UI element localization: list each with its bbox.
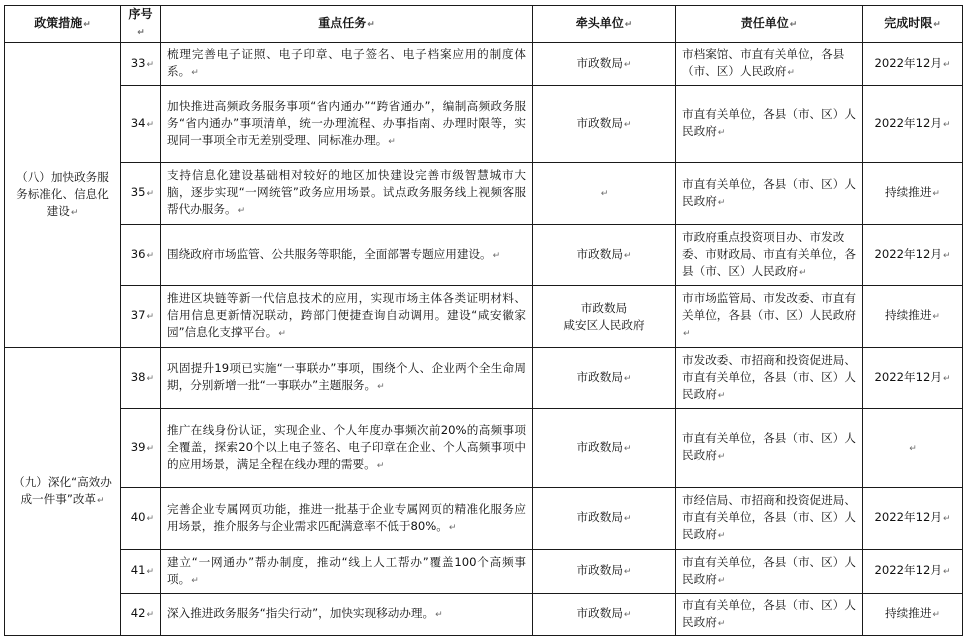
task-cell: 加快推进高频政务服务事项“省内通办”“跨省通办”，编制高频政务服务“省内通办”事项清单，统一办理流程、办事指南、办理时限等，实现同一事项全市无差别受理、同标准办理。↵	[161, 86, 533, 163]
deadline-cell: 2022年12月↵	[863, 348, 963, 409]
header-measure: 政策措施↵	[5, 6, 121, 43]
row-number: 39↵	[121, 409, 161, 488]
lead-unit-cell: 市政数局↵	[533, 594, 676, 636]
row-number: 40↵	[121, 488, 161, 550]
task-cell: 围绕政府市场监管、公共服务等职能，全面部署专题应用建设。↵	[161, 225, 533, 286]
table-row	[5, 550, 963, 594]
measure-cell: （九）深化“高效办成一件事”改革↵	[5, 348, 121, 636]
header-num: 序号↵	[121, 6, 161, 43]
row-number: 34↵	[121, 86, 161, 163]
lead-unit-cell: 市政数局↵	[533, 348, 676, 409]
row-number: 36↵	[121, 225, 161, 286]
responsible-unit-cell: 市直有关单位，各县（市、区）人民政府↵	[676, 86, 863, 163]
table-row	[5, 86, 963, 163]
responsible-unit-cell: 市直有关单位，各县（市、区）人民政府↵	[676, 163, 863, 225]
header-task: 重点任务↵	[161, 6, 533, 43]
deadline-cell: 持续推进↵	[863, 163, 963, 225]
row-number: 35↵	[121, 163, 161, 225]
lead-unit-cell: 市政数局↵	[533, 409, 676, 488]
deadline-cell: 持续推进↵	[863, 594, 963, 636]
deadline-cell: 持续推进↵	[863, 286, 963, 348]
task-cell: 深入推进政务服务“指尖行动”，加快实现移动办理。↵	[161, 594, 533, 636]
table-row	[5, 286, 963, 348]
deadline-cell: 2022年12月↵	[863, 225, 963, 286]
header-time: 完成时限↵	[863, 6, 963, 43]
responsible-unit-cell: 市直有关单位，各县（市、区）人民政府↵	[676, 594, 863, 636]
task-cell: 完善企业专属网页功能，推进一批基于企业专属网页的精准化服务应用场景，推介服务与企业需求匹配满意率不低于80%。↵	[161, 488, 533, 550]
header-row	[5, 6, 963, 43]
row-number: 42↵	[121, 594, 161, 636]
row-number: 41↵	[121, 550, 161, 594]
lead-unit-cell: 市政数局↵	[533, 86, 676, 163]
responsible-unit-cell: 市政府重点投资项目办、市发改委、市财政局、市直有关单位，各县（市、区）人民政府↵	[676, 225, 863, 286]
responsible-unit-cell: 市直有关单位，各县（市、区）人民政府↵	[676, 550, 863, 594]
task-cell: 建立“一网通办”帮办制度，推动“线上人工帮办”覆盖100个高频事项。↵	[161, 550, 533, 594]
row-number: 33↵	[121, 43, 161, 86]
task-cell: 推广在线身份认证，实现企业、个人年度办事频次前20%的高频事项全覆盖，探索20个以上电子签名、电子印章在企业、个人高频事项中的应用场景，满足全程在线办理的需要。↵	[161, 409, 533, 488]
deadline-cell: 2022年12月↵	[863, 86, 963, 163]
responsible-unit-cell: 市发改委、市招商和投资促进局、市直有关单位，各县（市、区）人民政府↵	[676, 348, 863, 409]
table-row	[5, 409, 963, 488]
deadline-cell: ↵	[863, 409, 963, 488]
lead-unit-cell: 市政数局↵	[533, 225, 676, 286]
deadline-cell: 2022年12月↵	[863, 550, 963, 594]
lead-unit-cell: 市政数局↵	[533, 550, 676, 594]
responsible-unit-cell: 市档案馆、市直有关单位，各县（市、区）人民政府↵	[676, 43, 863, 86]
table-row	[5, 348, 963, 409]
task-cell: 推进区块链等新一代信息技术的应用，实现市场主体各类证明材料、信用信息更新情况联动，跨部门便捷查询自动调用。建设“咸安徽家园”信息化支撑平台。↵	[161, 286, 533, 348]
policy-task-table	[4, 5, 963, 636]
table-row	[5, 43, 963, 86]
task-cell: 支持信息化建设基础相对较好的地区加快建设完善市级智慧城市大脑，逐步实现“一网统管”政务应用场景。试点政务服务线上视频客服帮代办服务。↵	[161, 163, 533, 225]
lead-unit-cell: 市政数局↵	[533, 43, 676, 86]
lead-unit-cell: ↵	[533, 163, 676, 225]
responsible-unit-cell: 市直有关单位，各县（市、区）人民政府↵	[676, 409, 863, 488]
lead-unit-cell: 市政数局↵	[533, 488, 676, 550]
deadline-cell: 2022年12月↵	[863, 43, 963, 86]
lead-unit-cell	[533, 286, 676, 348]
responsible-unit-cell: 市市场监管局、市发改委、市直有关单位，各县（市、区）人民政府↵	[676, 286, 863, 348]
table-row	[5, 225, 963, 286]
lead-unit-line: 市政数局 咸安区人民政府	[563, 300, 645, 332]
measure-cell: （八）加快政务服务标准化、信息化建设↵	[5, 43, 121, 348]
header-lead: 牵头单位↵	[533, 6, 676, 43]
table-row	[5, 488, 963, 550]
table-row	[5, 163, 963, 225]
task-cell: 巩固提升19项已实施“一事联办”事项，围绕个人、企业两个全生命周期，分别新增一批“一事联办”主题服务。↵	[161, 348, 533, 409]
table-row	[5, 594, 963, 636]
row-number: 37↵	[121, 286, 161, 348]
header-resp: 责任单位↵	[676, 6, 863, 43]
responsible-unit-cell: 市经信局、市招商和投资促进局、市直有关单位，各县（市、区）人民政府↵	[676, 488, 863, 550]
deadline-cell: 2022年12月↵	[863, 488, 963, 550]
task-cell: 梳理完善电子证照、电子印章、电子签名、电子档案应用的制度体系。↵	[161, 43, 533, 86]
row-number: 38↵	[121, 348, 161, 409]
